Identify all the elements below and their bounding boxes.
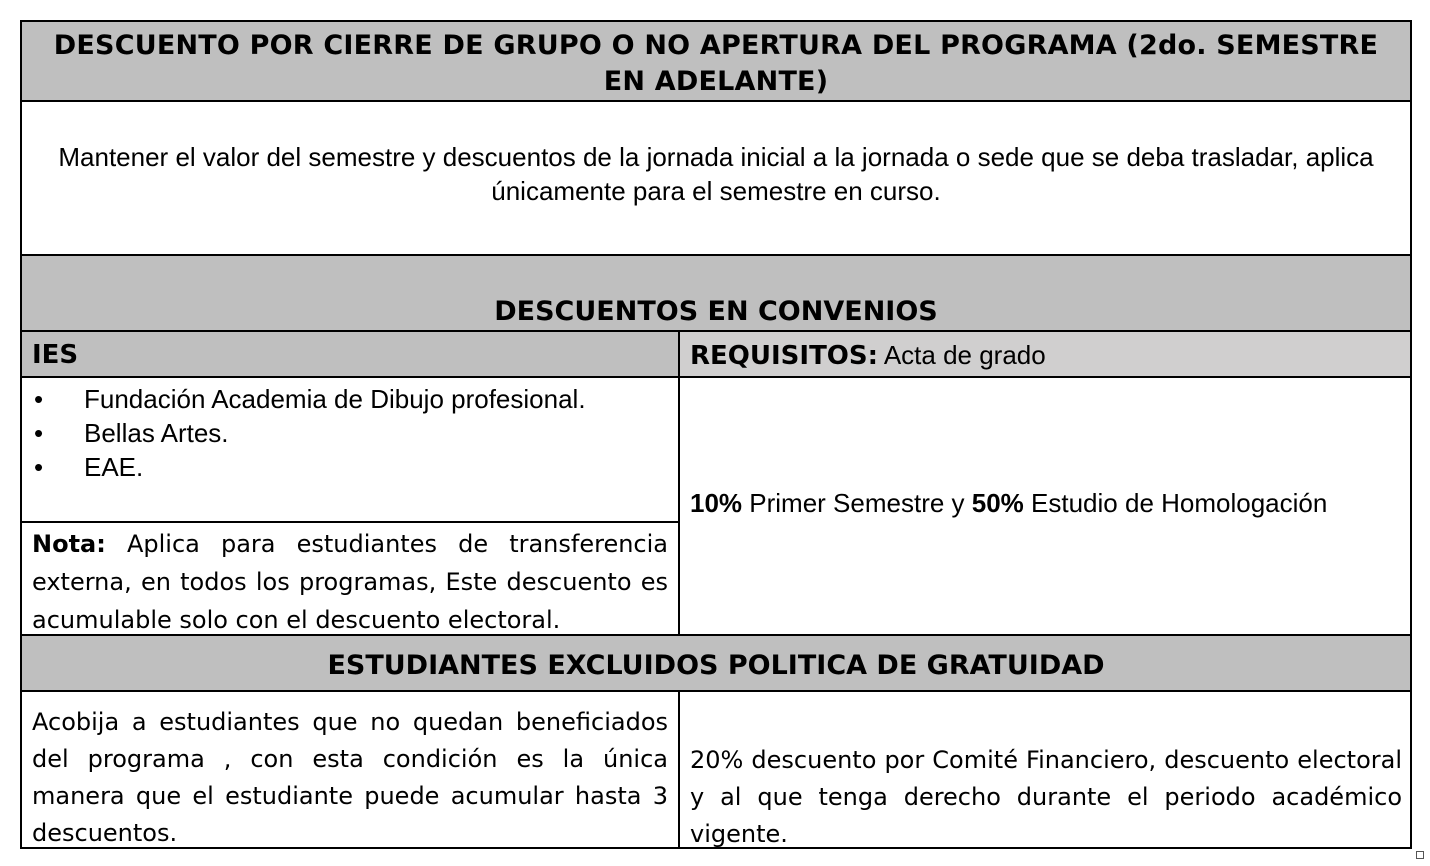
convenio-discount-cell: [678, 378, 1410, 634]
convenio-discount-text: [690, 488, 1327, 519]
nota-text: Aplica para estudiantes de transferencia externa, en todos los programas, Este descuento es acumulable solo con el descuento electoral.: [32, 530, 668, 634]
ies-item-label: EAE.: [84, 452, 144, 482]
requisitos-value: Acta de grado: [878, 340, 1046, 370]
list-item: [22, 416, 678, 450]
ies-column-header: IES: [22, 332, 678, 376]
excluidos-body-row: [22, 690, 1410, 849]
ies-list: [22, 378, 678, 521]
policy-table: [20, 20, 1412, 849]
convenios-header-row: [22, 330, 1410, 376]
discount-pct-first: 10%: [690, 488, 743, 518]
table-resize-handle[interactable]: [1416, 851, 1424, 859]
excluidos-discount-cell: 20% descuento por Comité Financiero, descuento electoral y al que tenga derecho durante el periodo académico vigente.: [678, 692, 1410, 849]
bullet-icon: •: [34, 452, 44, 482]
discount-text-second: Estudio de Homologación: [1023, 488, 1328, 518]
ies-item-label: Bellas Artes.: [84, 418, 229, 448]
nota-cell: [22, 521, 678, 634]
section-description-cierre-grupo: Mantener el valor del semestre y descuentos de la jornada inicial a la jornada o sede que se deba trasladar, aplica únicamente para el semestre en curso.: [22, 100, 1410, 254]
section-title-cierre-grupo: DESCUENTO POR CIERRE DE GRUPO O NO APERTURA DEL PROGRAMA (2do. SEMESTRE EN ADELANTE): [22, 22, 1410, 100]
ies-cell: [22, 378, 678, 634]
bullet-icon: •: [34, 418, 44, 448]
ies-item-label: Fundación Academia de Dibujo profesional.: [84, 384, 586, 414]
convenios-body-row: [22, 376, 1410, 634]
section-title-convenios: DESCUENTOS EN CONVENIOS: [22, 254, 1410, 330]
excluidos-description-cell: Acobija a estudiantes que no quedan beneficiados del programa , con esta condición es la única manera que el estudiante puede acumular hasta 3 descuentos.: [32, 708, 668, 847]
discount-text-first: Primer Semestre y: [742, 488, 972, 518]
list-item: [22, 450, 678, 484]
discount-pct-second: 50%: [971, 488, 1024, 518]
nota-label: Nota:: [32, 530, 106, 558]
section-title-excluidos: ESTUDIANTES EXCLUIDOS POLITICA DE GRATUIDAD: [22, 634, 1410, 690]
bullet-icon: •: [34, 384, 44, 414]
requisitos-label: REQUISITOS:: [690, 341, 879, 371]
list-item: [22, 382, 678, 416]
requisitos-column-header: [678, 332, 1410, 376]
